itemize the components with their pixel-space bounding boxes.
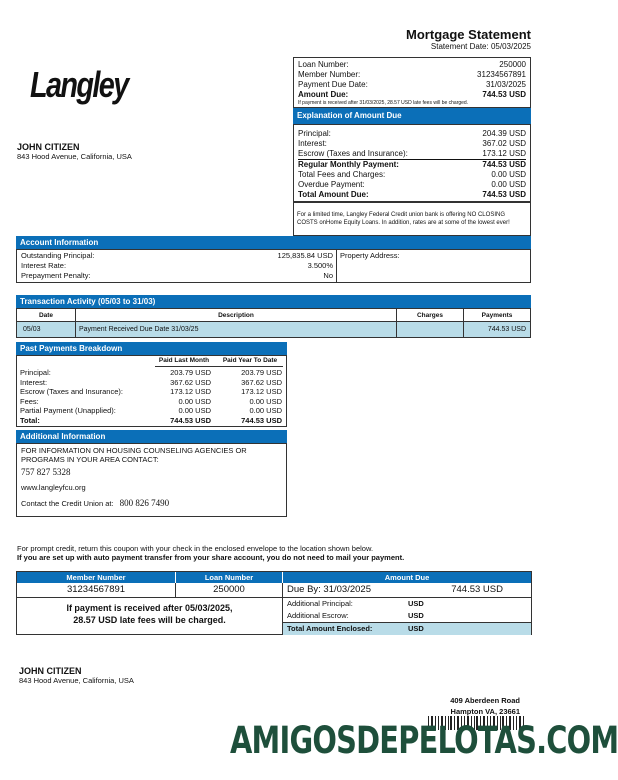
coupon-loan-number: 250000 [176, 583, 283, 598]
coupon-instructions: For prompt credit, return this coupon with your check in the enclosed envelope to the location shown below. [17, 544, 374, 553]
late-fee-warning: If payment is received after 05/03/2025, 28.57 USD late fees will be charged. [66, 603, 233, 625]
watermark: AMIGOSDEPELOTAS.COM [230, 719, 618, 762]
promo-box: For a limited time, Langley Federal Credit union bank is offering NO CLOSING COSTS onHome Equity Loans. In addition, rates are at some of the lowest ever! [293, 202, 531, 236]
property-address-label: Property Address: [340, 251, 400, 260]
contact-line: Contact the Credit Union at: 800 826 7490 [21, 498, 170, 508]
loan-number-row: Loan Number: 250000 [298, 60, 526, 69]
account-row: Prepayment Penalty: No [21, 271, 333, 280]
amount-due-row: Amount Due: 744.53 USD [298, 90, 526, 99]
contact-phone: 800 826 7490 [119, 498, 170, 508]
explanation-heading: Explanation of Amount Due [293, 108, 531, 124]
mailing-address [19, 666, 134, 685]
payment-coupon [16, 571, 532, 635]
past-total-row: Total: 744.53 USD 744.53 USD [20, 415, 282, 425]
statement-header [406, 27, 531, 51]
past-payments-heading: Past Payments Breakdown [16, 342, 287, 355]
past-payments-box [16, 355, 287, 427]
additional-principal-row: Additional Principal: USD [287, 599, 424, 608]
counseling-text: FOR INFORMATION ON HOUSING COUNSELING AGENCIES OR PROGRAMS IN YOUR AREA CONTACT: [21, 446, 247, 464]
late-fee-note: If payment is received after 31/03/2025, 28.57 USD late fees will be charged. [298, 100, 469, 106]
payment-due-date-row: Payment Due Date: 31/03/2025 [298, 80, 526, 89]
total-enclosed-row: Total Amount Enclosed: USD [283, 622, 531, 635]
customer-address: 843 Hood Avenue, California, USA [17, 152, 132, 161]
explanation-row: Escrow (Taxes and Insurance): 173.12 USD [298, 149, 526, 158]
explanation-box [293, 124, 531, 202]
account-rows [21, 251, 333, 281]
col-description: Description [76, 309, 397, 322]
past-row: Interest: 367.62 USD 367.62 USD [20, 377, 282, 387]
past-row: Escrow (Taxes and Insurance): 173.12 USD 173.12 USD [20, 387, 282, 396]
col-charges: Charges [397, 309, 464, 322]
coupon-member-number: 31234567891 [17, 583, 176, 598]
additional-box [16, 443, 287, 517]
paid-ytd-header: Paid Year To Date [222, 357, 278, 364]
customer-name: JOHN CITIZEN [17, 142, 80, 152]
customer-block [17, 142, 132, 161]
account-row: Interest Rate: 3.500% [21, 261, 333, 270]
member-number-header: Member Number [17, 572, 175, 583]
table-row: 05/03 Payment Received Due Date 31/03/25 744.53 USD [17, 322, 531, 338]
past-row: Principal: 203.79 USD 203.79 USD [20, 368, 282, 377]
account-box [16, 249, 531, 283]
mailing-street: 843 Hood Avenue, California, USA [19, 676, 134, 685]
remit-address: 409 Aberdeen Road Hampton VA, 23661 [450, 696, 520, 716]
past-header-rule [155, 366, 283, 367]
paid-last-month-header: Paid Last Month [158, 357, 210, 364]
col-payments: Payments [464, 309, 531, 322]
transactions-table [16, 308, 531, 338]
transactions-header-row [17, 309, 531, 322]
langley-logo: Langley [30, 64, 128, 105]
additional-escrow-row: Additional Escrow: USD [287, 611, 424, 620]
account-heading: Account Information [16, 236, 531, 249]
past-row: Fees: 0.00 USD 0.00 USD [20, 396, 282, 406]
counseling-phone: 757 827 5328 [21, 467, 71, 477]
coupon-due-row: Due By: 31/03/2025 744.53 USD [283, 583, 531, 598]
additional-heading: Additional Information [16, 430, 287, 443]
explanation-row: Total Amount Due: 744.53 USD [298, 190, 526, 199]
loan-number-header: Loan Number [176, 572, 282, 583]
amount-due-header: Amount Due [283, 572, 531, 583]
transactions-heading: Transaction Activity (05/03 to 31/03) [16, 295, 531, 308]
website-link[interactable]: www.langleyfcu.org [21, 483, 86, 492]
past-rows [20, 368, 282, 425]
account-divider [336, 250, 337, 282]
statement-date: Statement Date: 05/03/2025 [430, 42, 531, 51]
explanation-row: Total Fees and Charges: 0.00 USD [298, 170, 526, 179]
page-title: Mortgage Statement [406, 27, 531, 42]
explanation-row: Overdue Payment: 0.00 USD [298, 180, 526, 189]
explanation-row: Interest: 367.02 USD [298, 139, 526, 148]
explanation-row: Regular Monthly Payment: 744.53 USD [298, 160, 526, 169]
auto-payment-note: If you are set up with auto payment transfer from your share account, you do not need to mail your payment. [17, 553, 405, 562]
mailing-name: JOHN CITIZEN [19, 666, 82, 676]
past-row: Partial Payment (Unapplied): 0.00 USD 0.00 USD [20, 406, 282, 415]
account-row: Outstanding Principal: 125,835.84 USD [21, 251, 333, 260]
member-number-row: Member Number: 31234567891 [298, 70, 526, 79]
loan-summary-box [293, 57, 531, 108]
col-date: Date [17, 309, 76, 322]
explanation-row: Principal: 204.39 USD [298, 129, 526, 138]
